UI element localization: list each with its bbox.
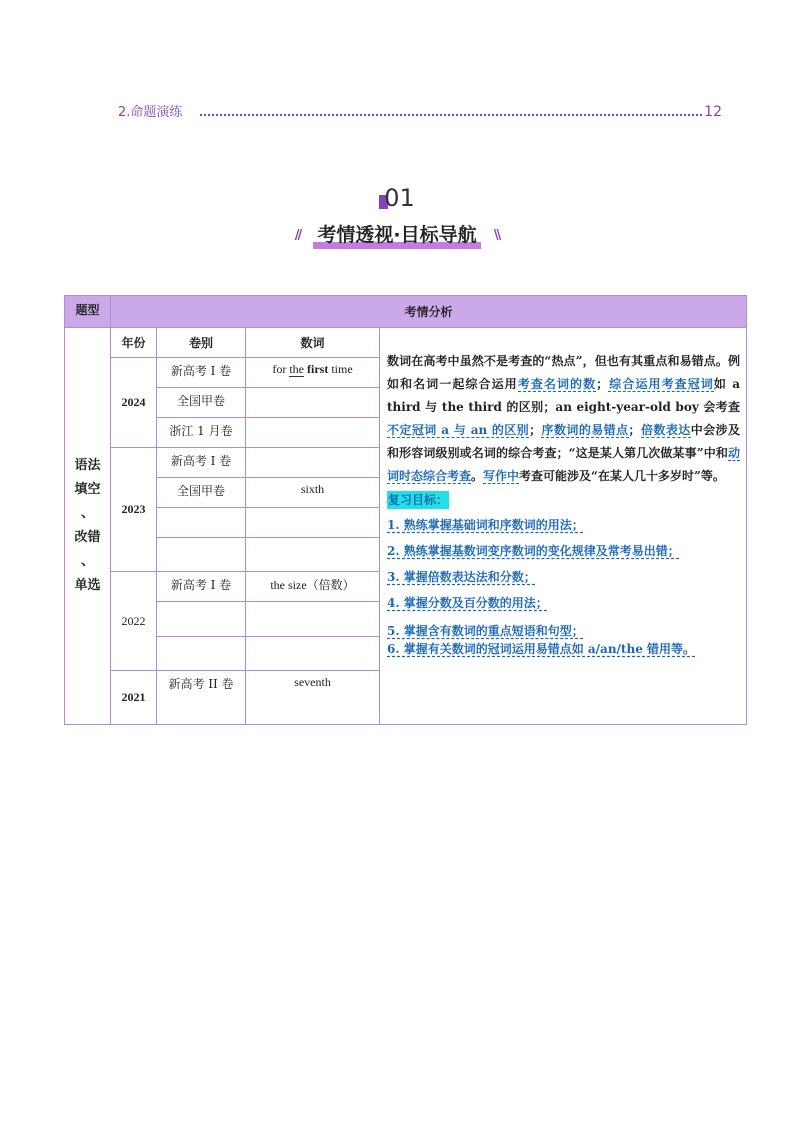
year-cell: 2022: [111, 572, 157, 671]
highlight-term: 倍数表达: [640, 423, 691, 437]
word-cell: for the first time: [246, 358, 380, 388]
toc-page-number: 12: [704, 104, 722, 120]
paper-cell: 浙江 1 月卷: [157, 418, 246, 448]
highlight-term: 考查名词的数: [517, 377, 597, 391]
toc-leader-dots: [200, 114, 702, 116]
word-cell: [246, 448, 380, 478]
toc-entry[interactable]: [118, 100, 722, 120]
highlight-term: 序数词的易错点: [541, 423, 629, 437]
word-cell: [246, 418, 380, 448]
paper-cell: 新高考 I 卷: [157, 572, 246, 602]
highlight-term: 综合运用考查冠词: [608, 377, 714, 391]
goal-item: 2. 熟练掌握基数词变序数词的变化规律及常考易出错；: [387, 544, 680, 558]
section-title-text: 考情透视·目标导航: [313, 220, 480, 249]
slash-decoration-right: \\: [493, 228, 500, 243]
year-cell: 2024: [111, 358, 157, 448]
header-analysis: 考情分析: [111, 296, 747, 328]
paper-cell: 新高考 II 卷: [157, 671, 246, 725]
paper-cell: 全国甲卷: [157, 478, 246, 508]
table-subheader-row: [65, 328, 747, 358]
exam-analysis-table: [64, 295, 747, 725]
table-header-row: [65, 296, 747, 328]
highlight-term: 不定冠词 a 与 an 的区别: [387, 423, 530, 437]
word-cell: [246, 388, 380, 418]
subheader-year: 年份: [111, 328, 157, 358]
highlight-term: 写作中: [483, 469, 520, 483]
word-cell: sixth: [246, 478, 380, 508]
year-cell: 2021: [111, 671, 157, 725]
paper-cell: 全国甲卷: [157, 388, 246, 418]
toc-label: 2.命题演练: [118, 105, 183, 120]
word-cell: seventh: [246, 671, 380, 725]
header-type: 题型: [65, 296, 111, 328]
word-cell: [246, 538, 380, 572]
word-cell: [246, 508, 380, 538]
goal-item: 4. 掌握分数及百分数的用法；: [387, 596, 548, 610]
subheader-word: 数词: [246, 328, 380, 358]
goals-title: 复习目标：: [388, 493, 449, 507]
subheader-paper: 卷别: [157, 328, 246, 358]
question-type-cell: 语法 填空 、 改错 、 单选: [65, 328, 111, 725]
paper-cell: [157, 508, 246, 538]
word-cell: the size（倍数）: [246, 572, 380, 602]
paper-cell: [157, 602, 246, 637]
year-cell: 2023: [111, 448, 157, 572]
word-cell: [246, 602, 380, 637]
goal-item: 1. 熟练掌握基础词和序数词的用法；: [387, 518, 584, 532]
paper-cell: [157, 538, 246, 572]
paper-cell: 新高考 I 卷: [157, 358, 246, 388]
section-title: [0, 220, 794, 249]
slash-decoration-left: //: [294, 228, 301, 243]
goal-item: 5. 掌握含有数词的重点短语和句型；: [387, 624, 584, 638]
highlight-term: 动词时态综合考查: [387, 446, 741, 483]
section-number: 01: [0, 184, 794, 212]
goal-item: 3. 掌握倍数表达法和分数；: [387, 570, 536, 584]
paper-cell: [157, 637, 246, 671]
goal-item: 6. 掌握有关数词的冠词运用易错点如 a/an/the 错用等。: [387, 642, 696, 656]
analysis-cell: 数词在高考中虽然不是考查的“热点”，但也有其重点和易错点。例如和名词一起综合运用考查名词的数；综合运用考查冠词如 a third 与 the third 的区别；an eight-year-old boy 会考查不定冠词 a 与 an 的区别；序数词的易错点；倍数表达中会涉及和形容词级别或名词的综合考查；“这是某人第几次做某事”中和动词时态综合考查。写作中考查可能涉及“在某人几十多岁时”等。 复习目标： 1. 熟练掌握基础词和序数词的用法； 2. 熟练掌握基数词变序数词的变化规律及常考易出错； 3. 掌握倍数表达法和分数； 4. 掌握分数及百分数的用法； 5. 掌握含有数词的重点短语和句型； 6. 掌握有关数词的冠词运用易错点如 a/an/the 错用等。: [380, 328, 747, 725]
paper-cell: 新高考 I 卷: [157, 448, 246, 478]
word-cell: [246, 637, 380, 671]
